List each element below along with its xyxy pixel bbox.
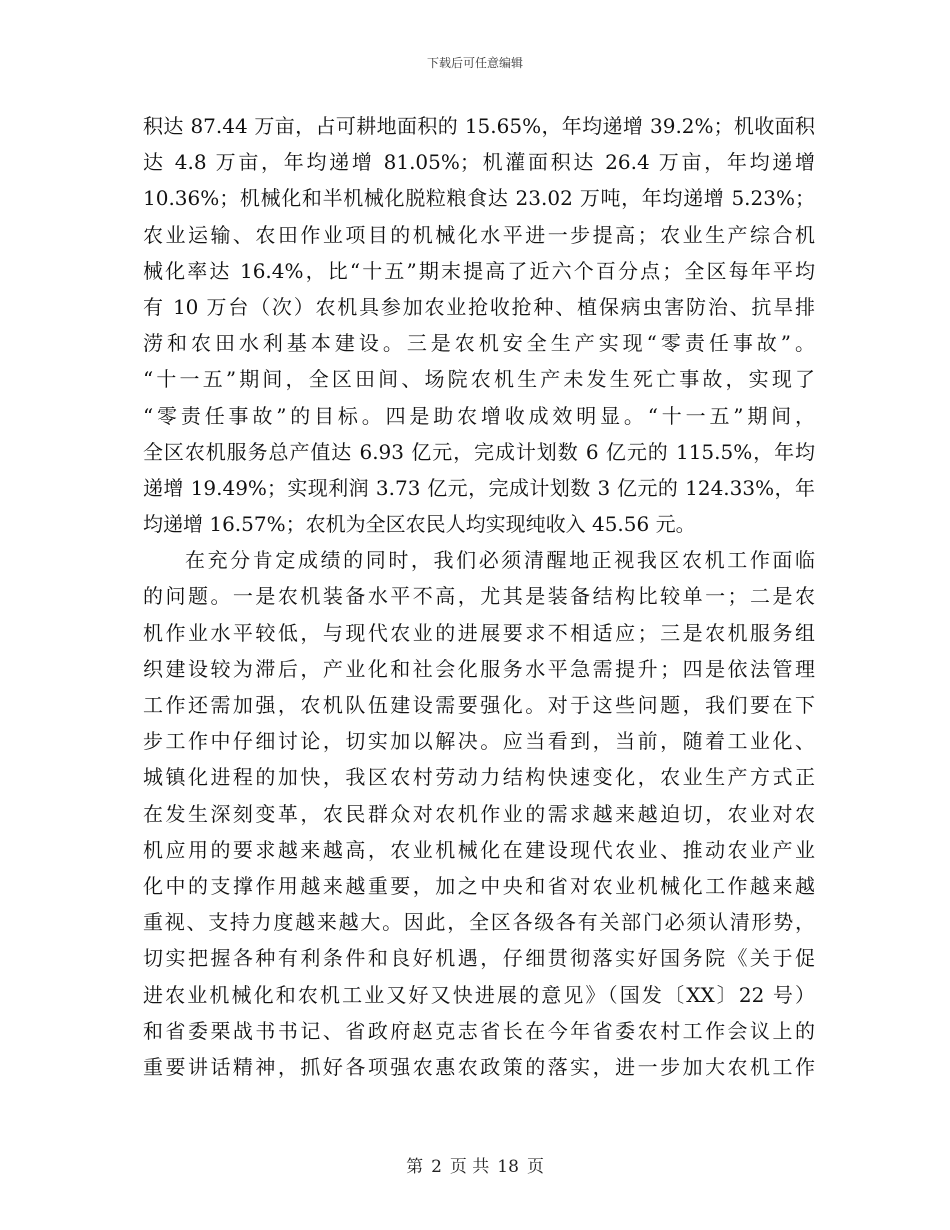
text-line: 递增 19.49%；实现利润 3.73 亿元，完成计划数 3 亿元的 124.33%，年 <box>143 475 815 500</box>
text-line: 重视、支持力度越来越大。因此，全区各级各有关部门必须认清形势， <box>143 910 815 935</box>
text-line: 均递增 16.57%；农机为全区农民人均实现纯收入 45.56 元。 <box>143 512 696 537</box>
text-line: 织建设较为滞后，产业化和社会化服务水平急需提升；四是依法管理 <box>143 656 815 681</box>
text-line: 械化率达 16.4%，比“十五”期末提高了近六个百分点；全区每年平均 <box>143 258 815 283</box>
text-line: 农业运输、农田作业项目的机械化水平进一步提高；农业生产综合机 <box>143 222 815 247</box>
header-note: 下载后可任意编辑 <box>426 56 523 70</box>
footer-prefix: 第 <box>406 1157 424 1177</box>
text-line: “零责任事故”的目标。四是助农增收成效明显。“十一五”期间， <box>143 403 815 428</box>
paragraph-achievements <box>143 108 815 542</box>
text-line: 涝和农田水利基本建设。三是农机安全生产实现“零责任事故”。 <box>143 331 815 356</box>
text-line: 在充分肯定成绩的同时，我们必须清醒地正视我区农机工作面临 <box>185 548 815 573</box>
text-line: 和省委栗战书书记、省政府赵克志省长在今年省委农村工作会议上的 <box>143 1018 815 1043</box>
total-pages-number: 18 <box>497 1157 519 1177</box>
text-line: 达 4.8 万亩，年均递增 81.05%；机灌面积达 26.4 万亩，年均递增 <box>143 150 815 175</box>
page-footer <box>0 1152 950 1177</box>
text-line: 化中的支撑作用越来越重要，加之中央和省对农业机械化工作越来越 <box>143 873 815 898</box>
current-page-number: 2 <box>431 1157 442 1177</box>
text-line: 重要讲话精神，抓好各项强农惠农政策的落实，进一步加大农机工作 <box>143 1054 815 1079</box>
text-line: 步工作中仔细讨论，切实加以解决。应当看到，当前，随着工业化、 <box>143 729 815 754</box>
document-body <box>143 108 815 1085</box>
text-line: 在发生深刻变革，农民群众对农机作业的需求越来越迫切，农业对农 <box>143 801 815 826</box>
text-line: “十一五”期间，全区田间、场院农机生产未发生死亡事故，实现了 <box>143 367 815 392</box>
text-line: 机应用的要求越来越高，农业机械化在建设现代农业、推动农业产业 <box>143 837 815 862</box>
text-line: 城镇化进程的加快，我区农村劳动力结构快速变化，农业生产方式正 <box>143 765 815 790</box>
text-line: 切实把握各种有利条件和良好机遇，仔细贯彻落实好国务院《关于促 <box>143 946 815 971</box>
text-line: 有 10 万台（次）农机具参加农业抢收抢种、植保病虫害防治、抗旱排 <box>143 294 815 319</box>
paragraph-problems <box>143 542 815 1085</box>
footer-middle: 页 共 <box>449 1157 490 1177</box>
text-line: 积达 87.44 万亩，占可耕地面积的 15.65%，年均递增 39.2%；机收面积 <box>143 114 815 138</box>
text-line: 10.36%；机械化和半机械化脱粒粮食达 23.02 万吨，年均递增 5.23%； <box>143 186 815 211</box>
text-line: 工作还需加强，农机队伍建设需要强化。对于这些问题，我们要在下 <box>143 693 815 717</box>
footer-suffix: 页 <box>526 1157 544 1177</box>
text-line: 机作业水平较低，与现代农业的进展要求不相适应；三是农机服务组 <box>143 620 815 645</box>
text-line: 进农业机械化和农机工业又好又快进展的意见》（国发〔XX〕22 号） <box>143 982 815 1007</box>
text-line: 的问题。一是农机装备水平不高，尤其是装备结构比较单一；二是农 <box>143 584 815 609</box>
text-line: 全区农机服务总产值达 6.93 亿元，完成计划数 6 亿元的 115.5%，年均 <box>143 439 815 464</box>
